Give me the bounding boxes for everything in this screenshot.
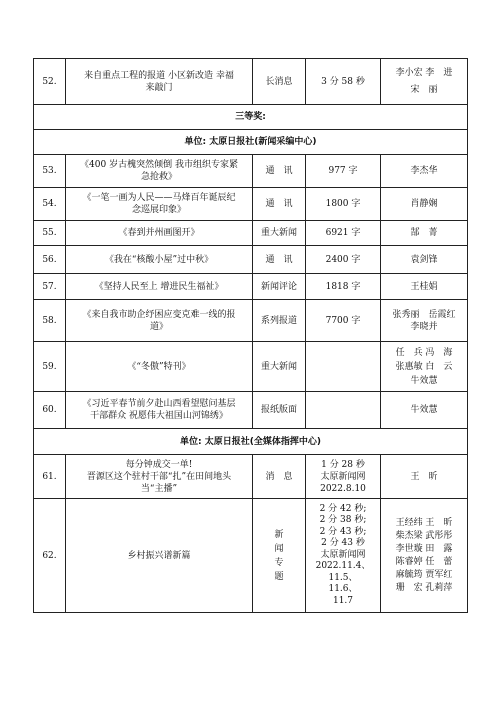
row-number: 61.	[34, 455, 66, 499]
unit-row	[34, 429, 468, 455]
work-authors: 任 兵 冯 海 张惠敏 白 云 牛效慧	[381, 342, 468, 392]
work-length: 6921 字	[306, 221, 381, 246]
work-title: 《“冬傲”特刊》	[66, 342, 253, 392]
work-length: 1818 字	[306, 274, 381, 300]
unit-heading-2: 单位: 太原日报社(全媒体指挥中心)	[34, 429, 468, 455]
work-authors: 郜 菁	[381, 221, 468, 246]
row-number: 55.	[34, 221, 66, 246]
work-title: 《一笔一画为人民——马烽百年诞辰纪 念巡展印象》	[66, 188, 253, 221]
work-length: 1800 字	[306, 188, 381, 221]
table-row	[34, 300, 468, 342]
work-type: 系列报道	[253, 300, 306, 342]
table-row	[34, 455, 468, 499]
work-authors: 肖静娴	[381, 188, 468, 221]
work-type: 通 讯	[253, 155, 306, 188]
section-title: 三等奖:	[34, 105, 468, 130]
work-authors: 张秀丽 岳霞红 李晓并	[381, 300, 468, 342]
table-row	[34, 188, 468, 221]
work-type: 报纸版面	[253, 392, 306, 429]
row-number: 59.	[34, 342, 66, 392]
awards-table	[33, 58, 468, 613]
row-number: 62.	[34, 499, 66, 613]
work-title: 《坚持人民至上 增进民生福祉》	[66, 274, 253, 300]
work-length: 7700 字	[306, 300, 381, 342]
work-title: 《400 岁古槐突然倾倒 我市组织专家紧 急抢救》	[66, 155, 253, 188]
work-title: 《春到并州画图开》	[66, 221, 253, 246]
row-number: 52.	[34, 59, 66, 105]
work-type: 重大新闻	[253, 221, 306, 246]
table-row	[34, 221, 468, 246]
work-title: 《习近平春节前夕赴山西看望慰问基层 干部群众 祝愿伟大祖国山河锦绣》	[66, 392, 253, 429]
table-row	[34, 342, 468, 392]
work-title: 《我在“核酸小屋”过中秋》	[66, 246, 253, 274]
table-row	[34, 274, 468, 300]
work-length: 977 字	[306, 155, 381, 188]
work-length: 1 分 28 秒 太原新闻网 2022.8.10	[306, 455, 381, 499]
work-length	[306, 392, 381, 429]
work-length: 2 分 42 秒; 2 分 38 秒; 2 分 43 秒; 2 分 43 秒 太原新闻网 2022.11.4、 11.5、 11.6、 11.7	[306, 499, 381, 613]
table-row	[34, 59, 468, 105]
work-type: 新闻评论	[253, 274, 306, 300]
row-number: 54.	[34, 188, 66, 221]
row-number: 56.	[34, 246, 66, 274]
work-title: 《来自我市助企纾困应变克难一线的报 道》	[66, 300, 253, 342]
row-number: 58.	[34, 300, 66, 342]
work-title: 乡村振兴谱新篇	[66, 499, 253, 613]
work-authors: 李小宏 李 进 宋 丽	[381, 59, 468, 105]
work-type: 长消息	[253, 59, 306, 105]
work-length: 3 分 58 秒	[306, 59, 381, 105]
work-length: 2400 字	[306, 246, 381, 274]
table-row	[34, 392, 468, 429]
table-row	[34, 246, 468, 274]
work-authors: 王桂娟	[381, 274, 468, 300]
work-type: 通 讯	[253, 188, 306, 221]
work-type: 通 讯	[253, 246, 306, 274]
work-type: 消 息	[253, 455, 306, 499]
work-authors: 王 昕	[381, 455, 468, 499]
row-number: 53.	[34, 155, 66, 188]
section-row	[34, 105, 468, 130]
work-authors: 袁剑锋	[381, 246, 468, 274]
row-number: 60.	[34, 392, 66, 429]
table-row	[34, 499, 468, 613]
work-authors: 王经纬 王 昕 柴杰梁 武彤彤 李世璇 田 露 陈睿婷 任 蕾 麻毓筠 贾军红 珊 宏 孔莉萍	[381, 499, 468, 613]
table-row	[34, 155, 468, 188]
work-title: 每分钟成交一单! 晋源区这个驻村干部“扎”在田间地头 当“主播”	[66, 455, 253, 499]
work-type: 重大新闻	[253, 342, 306, 392]
work-title: 来自重点工程的报道 小区新改造 幸福 来敲门	[66, 59, 253, 105]
row-number: 57.	[34, 274, 66, 300]
work-authors: 李杰华	[381, 155, 468, 188]
work-length	[306, 342, 381, 392]
unit-heading-1: 单位: 太原日报社(新闻采编中心)	[34, 130, 468, 155]
unit-row	[34, 130, 468, 155]
work-type: 新 闻 专 题	[253, 499, 306, 613]
work-authors: 牛效慧	[381, 392, 468, 429]
